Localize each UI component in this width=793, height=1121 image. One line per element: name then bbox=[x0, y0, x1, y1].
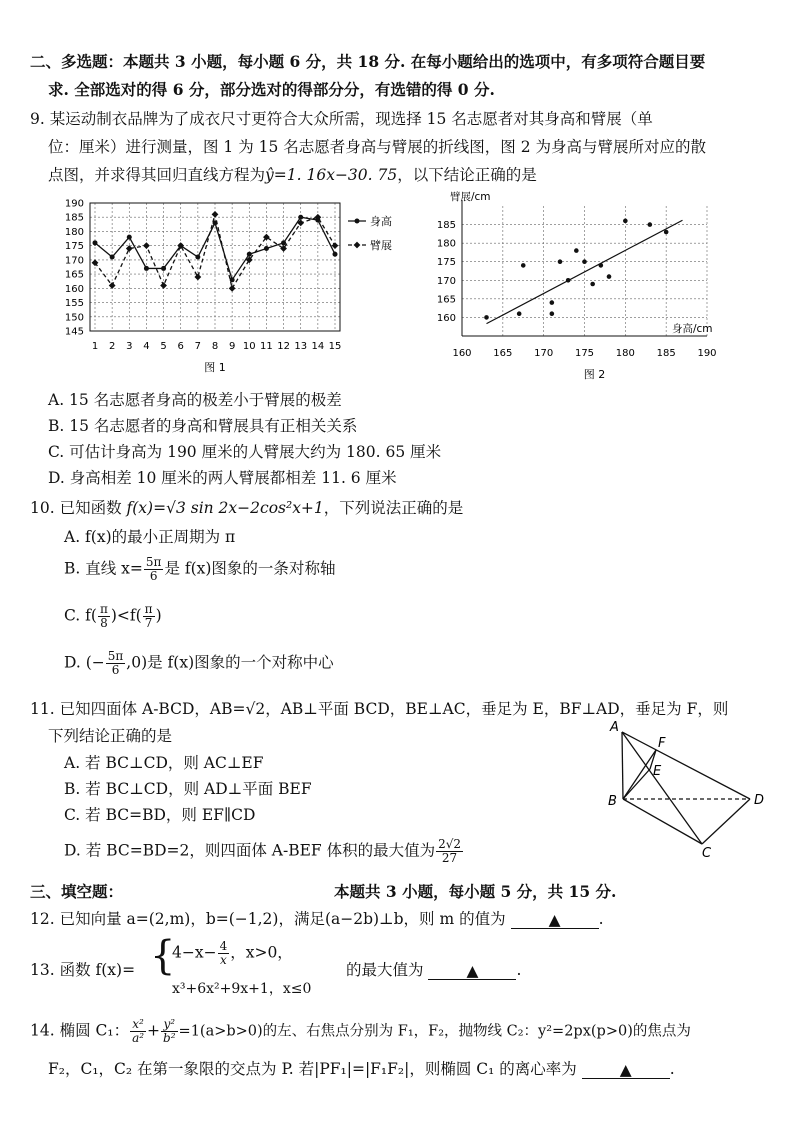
section2-line2: 求. 全部选对的得 6 分，部分选对的得部分分，有选错的得 0 分. bbox=[48, 80, 495, 99]
q14-answer-blank bbox=[582, 1061, 670, 1079]
fig1-xtick-label: 2 bbox=[108, 341, 116, 352]
q10-stem-a: 10. 已知函数 bbox=[30, 499, 122, 517]
figure2-scatter-chart bbox=[428, 188, 728, 380]
fig1-ytick-label: 155 bbox=[64, 298, 84, 310]
fig2-scatter-point bbox=[550, 300, 555, 305]
q9-line3 bbox=[48, 163, 537, 185]
fig1-point-s2 bbox=[194, 274, 201, 281]
q14-fraction2 bbox=[161, 1018, 178, 1045]
fig1-point-s1 bbox=[93, 240, 98, 245]
q11-optd-num: 2√2 bbox=[438, 837, 462, 851]
q10-optc-text-a: C. f( bbox=[64, 606, 97, 625]
edge-bc bbox=[623, 799, 702, 844]
q10-option-c bbox=[64, 603, 162, 630]
section3-title: 三、填空题： bbox=[30, 882, 124, 901]
q10-option-d bbox=[64, 650, 334, 677]
fig1-point-s1 bbox=[127, 235, 132, 240]
fig2-xtick-label: 160 bbox=[452, 348, 472, 359]
fig2-scatter-point bbox=[648, 222, 653, 227]
fig1-point-s1 bbox=[281, 240, 286, 245]
q13-post bbox=[346, 958, 521, 980]
fig1-legend-marker bbox=[354, 242, 361, 249]
fig2-xtick-label: 180 bbox=[615, 348, 635, 359]
fig2-xtick-label: 185 bbox=[656, 348, 676, 359]
fig1-ytick-label: 180 bbox=[64, 226, 84, 238]
q10-option-b bbox=[64, 556, 335, 583]
figure1-line-chart bbox=[55, 195, 415, 380]
label-b: B bbox=[608, 794, 617, 809]
fig1-point-s1 bbox=[298, 215, 303, 220]
fig1-point-s1 bbox=[195, 255, 200, 260]
q10-optd-den: 6 bbox=[111, 663, 120, 677]
fig2-xtick-label: 190 bbox=[697, 348, 717, 359]
fig2-scatter-point bbox=[582, 259, 587, 264]
q10-optb-text-b: 是 f(x)图象的一条对称轴 bbox=[164, 559, 336, 578]
q14-num2: y² bbox=[161, 1018, 178, 1032]
q10-optc-text-m: )<f( bbox=[110, 606, 142, 625]
fig1-ytick-label: 185 bbox=[64, 212, 84, 224]
q13-blank-marker: ▲ bbox=[466, 962, 479, 980]
fig1-point-s2 bbox=[143, 242, 150, 249]
q9-option-b: B. 15 名志愿者的身高和臂展具有正相关关系 bbox=[48, 417, 358, 435]
fig1-xtick-label: 13 bbox=[294, 341, 308, 352]
q14-line2 bbox=[48, 1057, 675, 1079]
q10-optd-num: 5π bbox=[107, 649, 124, 663]
q13-post-text: 的最大值为 bbox=[346, 961, 424, 979]
fig1-ytick-label: 160 bbox=[64, 283, 84, 295]
fig1-point-s2 bbox=[280, 245, 287, 252]
q10-optd-text-a: D. (− bbox=[64, 653, 105, 672]
section2-line1: 二、多选题：本题共 3 小题，每小题 6 分，共 18 分. 在每小题给出的选项中，有多项符合题目要 bbox=[30, 52, 706, 71]
fig2-scatter-point bbox=[574, 248, 579, 253]
fig2-scatter-point bbox=[664, 230, 669, 235]
section3-info: 本题共 3 小题，每小题 5 分，共 15 分. bbox=[334, 882, 617, 901]
q14-plus: + bbox=[147, 1021, 161, 1040]
q10-optc-fraction1 bbox=[98, 603, 110, 630]
fig1-point-s2 bbox=[126, 245, 133, 252]
q10-optb-text-a: B. 直线 x= bbox=[64, 559, 143, 578]
label-d: D bbox=[754, 793, 765, 808]
q12-text: 12. 已知向量 a=(2,m)，b=(−1,2)，满足(a−2b)⊥b，则 m 的值为 bbox=[30, 910, 506, 928]
fig2-scatter-point bbox=[558, 259, 563, 264]
q10-optb-num: 5π bbox=[145, 555, 162, 569]
fig2-caption: 图 2 bbox=[583, 368, 606, 380]
q14-end: . bbox=[669, 1060, 675, 1078]
q13-case1-a: 4−x− bbox=[172, 943, 217, 962]
q14-fraction1 bbox=[130, 1018, 146, 1045]
q14-pre: 14. 椭圆 C₁： bbox=[30, 1021, 130, 1040]
q11-optd-den: 27 bbox=[441, 851, 458, 865]
fig2-scatter-point bbox=[607, 274, 612, 279]
q10-option-a: A. f(x)的最小正周期为 π bbox=[64, 528, 236, 546]
q10-function: f(x)=√3 sin 2x−2cos²x+1 bbox=[126, 499, 324, 517]
fig1-xtick-label: 15 bbox=[328, 341, 342, 352]
label-a: A bbox=[610, 720, 619, 735]
q9-line2: 位：厘米）进行测量，图 1 为 15 名志愿者身高与臂展的折线图，图 2 为身高与臂展所对应的散 bbox=[48, 138, 707, 156]
fig1-xtick-label: 5 bbox=[160, 341, 167, 352]
q13-pre: 13. 函数 f(x)= bbox=[30, 961, 136, 979]
q12 bbox=[30, 907, 604, 929]
fig1-xtick-label: 4 bbox=[143, 341, 150, 352]
fig1-xtick-label: 6 bbox=[177, 341, 184, 352]
q11-line2: 下列结论正确的是 bbox=[48, 727, 173, 745]
fig2-ytick-label: 160 bbox=[436, 312, 456, 324]
fig1-ytick-label: 175 bbox=[64, 241, 84, 253]
tetrahedron-figure bbox=[590, 715, 775, 860]
fig1-xtick-label: 14 bbox=[311, 341, 325, 352]
fig1-ytick-label: 165 bbox=[64, 269, 84, 281]
q10-optb-fraction bbox=[144, 556, 164, 583]
fig2-scatter-point bbox=[623, 219, 628, 224]
q9-option-a: A. 15 名志愿者身高的极差小于臂展的极差 bbox=[48, 391, 342, 409]
fig2-scatter-point bbox=[566, 278, 571, 283]
fig2-ytick-label: 185 bbox=[436, 220, 456, 232]
fig1-point-s2 bbox=[212, 211, 219, 218]
q11-option-c: C. 若 BC=BD，则 EF∥CD bbox=[64, 806, 256, 824]
label-e: E bbox=[653, 764, 662, 779]
q10-stem-b: ，下列说法正确的是 bbox=[323, 499, 464, 517]
q14-blank-marker: ▲ bbox=[619, 1061, 632, 1079]
q12-answer-blank bbox=[511, 911, 599, 929]
q10-optc-num1: π bbox=[99, 602, 108, 616]
q10-optc-fraction2 bbox=[143, 603, 155, 630]
q9-regression-eq: ŷ=1. 16x−30. 75 bbox=[265, 166, 398, 184]
q13-case1-b: ，x>0， bbox=[230, 943, 293, 962]
q9-line3b: ，以下结论正确的是 bbox=[397, 166, 537, 184]
fig1-point-s1 bbox=[161, 266, 166, 271]
fig2-ytick-label: 175 bbox=[436, 257, 456, 269]
fig2-scatter-point bbox=[599, 263, 604, 268]
fig2-scatter-point bbox=[521, 263, 526, 268]
fig2-scatter-point bbox=[517, 311, 522, 316]
fig1-point-s1 bbox=[247, 252, 252, 257]
fig2-ytick-label: 180 bbox=[436, 238, 456, 250]
fig1-xtick-label: 3 bbox=[126, 341, 133, 352]
fig2-ytick-label: 165 bbox=[436, 294, 456, 306]
q12-end: . bbox=[598, 910, 604, 928]
label-c: C bbox=[702, 846, 712, 860]
fig1-xtick-label: 9 bbox=[228, 341, 236, 352]
q10-optc-text-b: ) bbox=[155, 606, 162, 625]
fig1-point-s2 bbox=[109, 282, 116, 289]
q13-end: . bbox=[516, 961, 522, 979]
q10-optd-fraction bbox=[106, 650, 126, 677]
edge-ab bbox=[622, 732, 623, 799]
q14-line2-text: F₂，C₁，C₂ 在第一象限的交点为 P. 若|PF₁|=|F₁F₂|，则椭圆 C₁ 的离心率为 bbox=[48, 1060, 577, 1078]
fig1-ytick-label: 150 bbox=[64, 312, 84, 324]
label-f: F bbox=[658, 736, 666, 751]
fig1-ytick-label: 145 bbox=[64, 326, 84, 338]
q13-brace: { bbox=[150, 933, 176, 979]
q11-option-b: B. 若 BC⊥CD，则 AD⊥平面 BEF bbox=[64, 780, 312, 798]
fig1-legend-label: 身高 bbox=[370, 215, 392, 228]
fig1-point-s2 bbox=[229, 285, 236, 292]
q11-option-d bbox=[64, 838, 464, 865]
q11-optd-fraction bbox=[436, 838, 463, 865]
q14-den1: a² bbox=[132, 1031, 145, 1045]
q9-option-d: D. 身高相差 10 厘米的两人臂展都相差 11. 6 厘米 bbox=[48, 469, 397, 487]
fig1-ytick-label: 190 bbox=[64, 198, 84, 210]
fig1-ytick-label: 170 bbox=[64, 255, 84, 267]
q11-line1: 11. 已知四面体 A-BCD，AB=√2，AB⊥平面 BCD，BE⊥AC，垂足为 E，BF⊥AD，垂足为 F，则 bbox=[30, 700, 729, 718]
q10-optb-den: 6 bbox=[149, 569, 158, 583]
q13-case1-den: x bbox=[220, 953, 227, 967]
q14-post: =1(a>b>0)的左、右焦点分别为 F₁，F₂，抛物线 C₂：y²=2px(p>0)的焦点为 bbox=[178, 1023, 691, 1040]
edge-cd bbox=[702, 799, 750, 844]
q10-optd-text-b: ,0)是 f(x)图象的一个对称中心 bbox=[126, 653, 334, 672]
edge-ad bbox=[622, 732, 750, 799]
fig2-ylabel: 臂展/cm bbox=[450, 191, 491, 203]
q9-line3a: 点图，并求得其回归直线方程为 bbox=[48, 166, 266, 184]
q9-option-c: C. 可估计身高为 190 厘米的人臂展大约为 180. 65 厘米 bbox=[48, 443, 442, 461]
fig2-xtick-label: 175 bbox=[574, 348, 595, 359]
fig2-xlabel: 身高/cm bbox=[672, 323, 713, 335]
fig2-ytick-label: 170 bbox=[436, 275, 456, 287]
q14-num1: x² bbox=[130, 1018, 146, 1032]
fig1-point-s1 bbox=[110, 255, 115, 260]
q13-case1-fraction bbox=[218, 940, 230, 967]
q14-den2: b² bbox=[163, 1031, 176, 1045]
fig2-xtick-label: 170 bbox=[534, 348, 554, 359]
fig1-xtick-label: 1 bbox=[91, 341, 99, 352]
q13-case2: x³+6x²+9x+1，x≤0 bbox=[172, 981, 312, 997]
q10-stem bbox=[30, 496, 463, 518]
fig1-xtick-label: 11 bbox=[260, 341, 273, 352]
fig1-xtick-label: 7 bbox=[194, 341, 202, 352]
q14-line1 bbox=[30, 1018, 691, 1045]
fig1-caption: 图 1 bbox=[204, 361, 226, 374]
fig1-point-s2 bbox=[160, 282, 167, 289]
q10-optc-num2: π bbox=[144, 602, 153, 616]
fig2-scatter-point bbox=[590, 282, 595, 287]
q13-case1-num: 4 bbox=[219, 939, 228, 953]
q10-optc-den2: 7 bbox=[144, 616, 153, 630]
fig1-legend-marker bbox=[355, 219, 360, 224]
fig1-xtick-label: 8 bbox=[211, 341, 219, 352]
fig1-legend-label: 臂展 bbox=[370, 239, 392, 252]
q11-optd-text: D. 若 BC=BD=2，则四面体 A-BEF 体积的最大值为 bbox=[64, 841, 436, 860]
q13-answer-blank bbox=[428, 962, 516, 980]
fig2-scatter-point bbox=[550, 311, 555, 316]
q11-option-a: A. 若 BC⊥CD，则 AC⊥EF bbox=[64, 754, 264, 772]
fig1-point-s1 bbox=[144, 266, 149, 271]
q12-blank-marker: ▲ bbox=[548, 911, 561, 929]
fig1-xtick-label: 12 bbox=[277, 341, 290, 352]
segment-be bbox=[623, 769, 650, 799]
q9-line1: 9. 某运动制衣品牌为了成衣尺寸更符合大众所需，现选择 15 名志愿者对其身高和臂展（单 bbox=[30, 110, 653, 128]
fig1-point-s1 bbox=[264, 246, 269, 251]
fig1-point-s1 bbox=[333, 252, 338, 257]
fig2-scatter-point bbox=[484, 315, 489, 320]
fig2-xtick-label: 165 bbox=[493, 348, 513, 359]
q13-case1 bbox=[172, 940, 293, 967]
fig1-xtick-label: 10 bbox=[242, 341, 256, 352]
q10-optc-den1: 8 bbox=[100, 616, 108, 630]
